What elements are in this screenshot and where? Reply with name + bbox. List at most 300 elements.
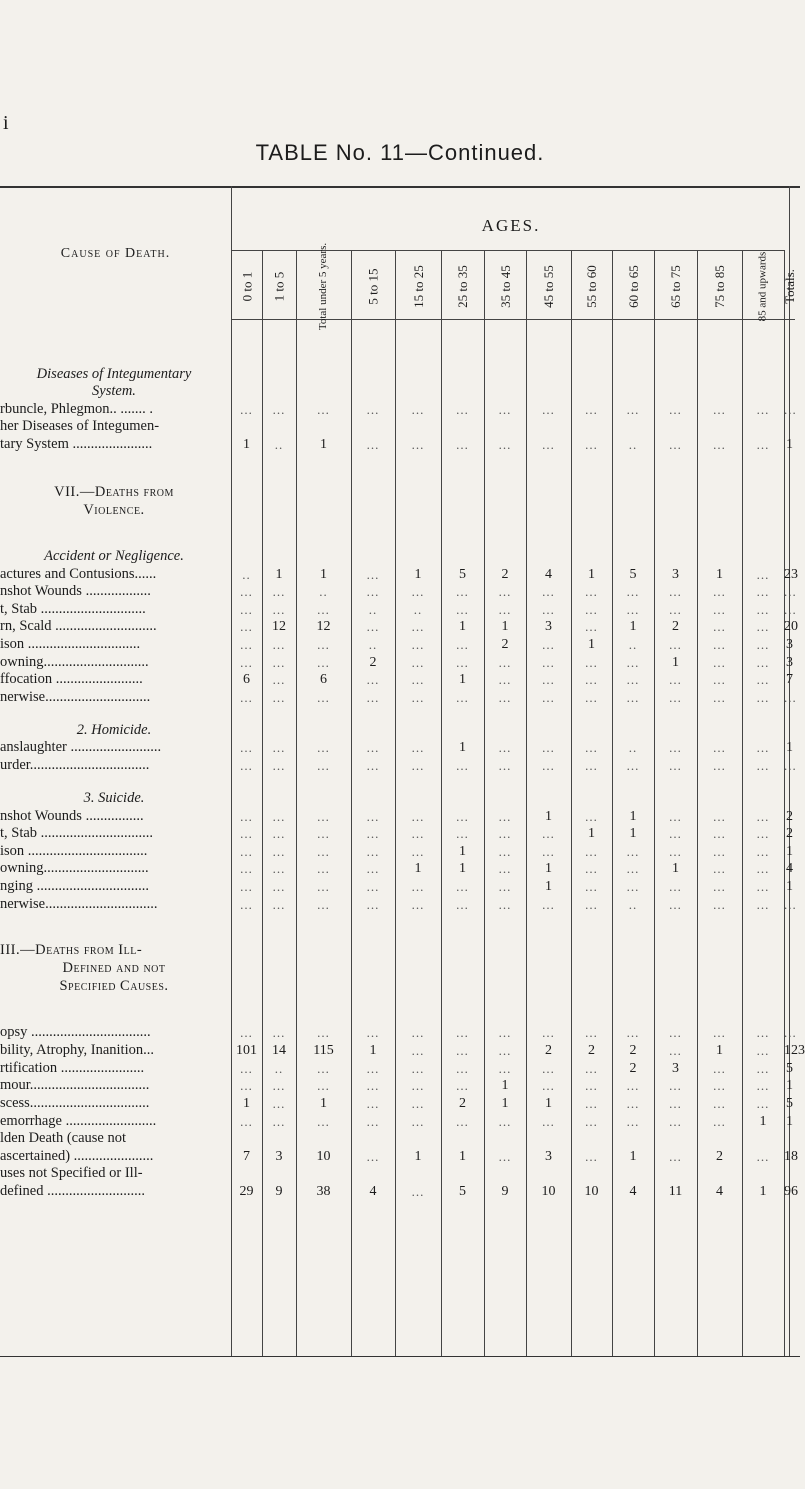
table-cell: 1 bbox=[414, 1149, 422, 1164]
table-cell: ... bbox=[272, 402, 286, 417]
table-cell: ... bbox=[240, 758, 253, 773]
column-header-label: 35 to 45 bbox=[497, 264, 513, 308]
table-cell: ... bbox=[366, 1114, 380, 1129]
table-cell: 1 bbox=[629, 619, 637, 634]
table-cell: ... bbox=[240, 1061, 253, 1076]
table-cell: 10 bbox=[541, 1184, 556, 1199]
table-cell: 1 bbox=[243, 1096, 250, 1111]
table-cell: .. bbox=[628, 637, 638, 652]
table-cell: ... bbox=[240, 619, 253, 634]
table-cell: 1 bbox=[459, 619, 466, 634]
table-cell: ... bbox=[411, 1078, 425, 1093]
table-cell: ... bbox=[585, 1149, 598, 1164]
cause-label: ascertained) ...................... bbox=[0, 1148, 154, 1164]
table-cell: ... bbox=[366, 897, 380, 912]
table-cell: 1 bbox=[716, 1043, 723, 1058]
table-cell: ... bbox=[366, 758, 380, 773]
table-cell: ... bbox=[542, 655, 555, 670]
table-cell: ... bbox=[542, 1025, 555, 1040]
cause-label: ison ............................... bbox=[0, 636, 141, 652]
column-header-label: 25 to 35 bbox=[455, 264, 470, 308]
table-cell: ... bbox=[669, 740, 682, 755]
table-cell: ... bbox=[542, 672, 555, 687]
table-cell: ... bbox=[411, 690, 425, 705]
table-cell: ... bbox=[240, 809, 253, 824]
table-cell: ... bbox=[240, 861, 253, 876]
table-cell: 7 bbox=[243, 1149, 250, 1164]
table-cell: ... bbox=[784, 402, 797, 417]
column-header bbox=[654, 256, 697, 316]
table-cell: ... bbox=[411, 655, 425, 670]
table-cell: ... bbox=[713, 758, 726, 773]
table-cell: ... bbox=[542, 637, 555, 652]
cause-label: owning............................. bbox=[0, 654, 149, 670]
table-cell: ... bbox=[542, 826, 555, 841]
table-cell: ... bbox=[498, 826, 512, 841]
table-title: TABLE No. 11—Continued. bbox=[255, 140, 545, 165]
table-cell: ... bbox=[411, 1043, 425, 1058]
table-cell: 4 bbox=[369, 1184, 377, 1199]
table-cell: 10 bbox=[584, 1184, 599, 1199]
table-cell: ... bbox=[240, 1078, 253, 1093]
table-cell: ... bbox=[756, 897, 770, 912]
table-cell: ... bbox=[317, 844, 330, 859]
table-cell: 1 bbox=[320, 1096, 327, 1111]
column-header bbox=[742, 251, 784, 321]
table-cell: 1 bbox=[545, 1096, 552, 1111]
table-cell: 6 bbox=[320, 672, 327, 687]
table-cell: 1 bbox=[672, 655, 679, 670]
table-cell: ... bbox=[272, 602, 286, 617]
table-cell: ... bbox=[272, 1114, 286, 1129]
table-cell: .. bbox=[368, 602, 378, 617]
table-cell: ... bbox=[456, 1043, 469, 1058]
table-cell: ... bbox=[542, 402, 555, 417]
table-cell: ... bbox=[498, 655, 512, 670]
section-heading: VII.—Deaths from bbox=[54, 484, 174, 500]
table-cell: ... bbox=[456, 1061, 469, 1076]
table-cell: 1 bbox=[501, 619, 509, 634]
table-cell: ... bbox=[669, 897, 682, 912]
table-cell: ... bbox=[272, 672, 286, 687]
table-cell: ... bbox=[366, 826, 380, 841]
table-cell: .. bbox=[628, 437, 638, 452]
table-cell: 2 bbox=[545, 1043, 552, 1058]
table-cell: 1 bbox=[786, 879, 793, 894]
cause-label: ison ................................. bbox=[0, 843, 148, 859]
table-cell: ... bbox=[317, 740, 330, 755]
table-cell: ... bbox=[756, 437, 770, 452]
table-cell: ... bbox=[669, 758, 682, 773]
column-header-label: 0 to 1 bbox=[239, 271, 254, 301]
cause-label: nshot Wounds ................ bbox=[0, 808, 144, 824]
table-cell: ... bbox=[240, 655, 253, 670]
table-cell: 2 bbox=[786, 809, 793, 824]
table-cell: ... bbox=[756, 1025, 770, 1040]
table-cell: ... bbox=[626, 758, 640, 773]
cause-label: rtification ....................... bbox=[0, 1060, 145, 1076]
table-cell: ... bbox=[669, 637, 682, 652]
table-bottom-rule bbox=[0, 1356, 800, 1357]
column-header bbox=[612, 256, 654, 316]
table-cell: 3 bbox=[672, 567, 679, 582]
table-cell: ... bbox=[272, 844, 286, 859]
table-cell: 1 bbox=[588, 826, 595, 841]
table-cell: ... bbox=[411, 1061, 425, 1076]
table-cell: ... bbox=[713, 1078, 726, 1093]
table-cell: ... bbox=[669, 402, 682, 417]
section-heading: 2. Homicide. bbox=[76, 722, 152, 738]
cause-label: opsy ................................. bbox=[0, 1024, 151, 1040]
table-cell: ... bbox=[669, 1078, 682, 1093]
table-cell: ... bbox=[498, 879, 512, 894]
cause-of-death-header: Cause of Death. bbox=[60, 246, 171, 261]
table-cell: ... bbox=[498, 861, 512, 876]
column-header bbox=[296, 242, 351, 330]
ages-underline bbox=[231, 250, 784, 251]
cause-label: nerwise............................. bbox=[0, 689, 151, 705]
table-cell: ... bbox=[669, 602, 682, 617]
table-cell: ... bbox=[317, 861, 330, 876]
table-cell: 4 bbox=[629, 1184, 637, 1199]
table-cell: ... bbox=[756, 809, 770, 824]
table-cell: ... bbox=[669, 844, 682, 859]
table-cell: ... bbox=[272, 1025, 286, 1040]
table-cell: ... bbox=[626, 1025, 640, 1040]
table-cell: ... bbox=[366, 1078, 380, 1093]
table-cell: ... bbox=[626, 1078, 640, 1093]
table-cell: ... bbox=[713, 1025, 726, 1040]
table-cell: .. bbox=[628, 897, 638, 912]
table-cell: 3 bbox=[786, 637, 793, 652]
table-cell: ... bbox=[542, 1078, 555, 1093]
section-heading: Diseases of Integumentary bbox=[36, 366, 192, 382]
table-cell: 5 bbox=[629, 567, 637, 582]
table-cell: 123 bbox=[784, 1043, 805, 1058]
section-heading: Defined and not bbox=[62, 960, 166, 976]
column-header-label: 15 to 25 bbox=[410, 264, 426, 308]
table-cell: 2 bbox=[588, 1043, 595, 1058]
table-cell: ... bbox=[669, 1096, 682, 1111]
table-cell: 10 bbox=[316, 1149, 331, 1164]
table-cell: ... bbox=[411, 672, 425, 687]
table-cell: ... bbox=[456, 655, 469, 670]
cause-label: tary System ...................... bbox=[0, 436, 153, 452]
table-cell: 96 bbox=[784, 1184, 798, 1199]
table-cell: 1 bbox=[716, 567, 723, 582]
table-cell: ... bbox=[626, 1114, 640, 1129]
table-cell: ... bbox=[272, 1078, 286, 1093]
table-cell: .. bbox=[413, 602, 423, 617]
table-cell: ... bbox=[240, 637, 253, 652]
table-cell: 3 bbox=[786, 655, 793, 670]
table-cell: ... bbox=[498, 1061, 512, 1076]
table-cell: ... bbox=[411, 619, 425, 634]
table-cell: ... bbox=[317, 1078, 330, 1093]
cause-label: defined ........................... bbox=[0, 1183, 145, 1199]
table-cell: ... bbox=[366, 437, 380, 452]
table-cell: ... bbox=[585, 602, 598, 617]
table-cell: 3 bbox=[545, 1149, 552, 1164]
table-cell: 1 bbox=[786, 437, 793, 452]
table-cell: ... bbox=[272, 1096, 286, 1111]
table-cell: ... bbox=[498, 740, 512, 755]
table-cell: ... bbox=[317, 1114, 330, 1129]
table-cell: ... bbox=[456, 879, 469, 894]
table-cell: ... bbox=[272, 861, 286, 876]
column-header bbox=[395, 256, 441, 316]
table-cell: ... bbox=[366, 809, 380, 824]
table-cell: ... bbox=[240, 844, 253, 859]
table-cell: ... bbox=[713, 826, 726, 841]
cause-label: mour................................. bbox=[0, 1077, 150, 1093]
table-cell: ... bbox=[784, 758, 797, 773]
table-cell: ... bbox=[542, 437, 555, 452]
table-cell: ... bbox=[585, 844, 598, 859]
table-cell: ... bbox=[626, 879, 640, 894]
table-cell: 115 bbox=[313, 1043, 334, 1058]
section-heading: System. bbox=[92, 383, 136, 399]
table-cell: 1 bbox=[459, 861, 466, 876]
table-cell: ... bbox=[756, 402, 770, 417]
table-cell: 20 bbox=[784, 619, 798, 634]
table-cell: 4 bbox=[545, 567, 552, 582]
table-cell: ... bbox=[626, 844, 640, 859]
table-cell: ... bbox=[669, 879, 682, 894]
table-cell: ... bbox=[240, 826, 253, 841]
table-cell: ... bbox=[456, 690, 469, 705]
table-cell: ... bbox=[784, 584, 797, 599]
column-header-label: Totals. bbox=[782, 268, 797, 304]
table-cell: 1 bbox=[320, 437, 327, 452]
table-cell: 1 bbox=[786, 844, 793, 859]
table-cell: ... bbox=[456, 1114, 469, 1129]
cause-label: rbuncle, Phlegmon.. ....... . bbox=[0, 401, 154, 417]
table-cell: ... bbox=[585, 861, 598, 876]
cause-label: ffocation ........................ bbox=[0, 671, 143, 687]
cause-label: owning............................. bbox=[0, 860, 149, 876]
section-heading: her Diseases of Integumen- bbox=[0, 418, 160, 434]
table-cell: ... bbox=[411, 437, 425, 452]
table-cell: ... bbox=[713, 619, 726, 634]
table-cell: ... bbox=[366, 1149, 380, 1164]
table-cell: ... bbox=[240, 1025, 253, 1040]
table-cell: 1 bbox=[501, 1096, 509, 1111]
cause-label: rn, Scald ............................ bbox=[0, 618, 157, 634]
table-cell: ... bbox=[498, 758, 512, 773]
table-cell: ... bbox=[542, 1114, 555, 1129]
table-cell: 2 bbox=[459, 1096, 466, 1111]
table-cell: 9 bbox=[501, 1184, 509, 1199]
table-cell: ... bbox=[756, 584, 770, 599]
table-cell: ... bbox=[542, 690, 555, 705]
table-cell: ... bbox=[626, 690, 640, 705]
table-cell: .. bbox=[274, 437, 284, 452]
table-cell: 2 bbox=[501, 567, 509, 582]
table-cell: ... bbox=[456, 1078, 469, 1093]
table-cell: 1 bbox=[629, 1149, 637, 1164]
table-cell: ... bbox=[411, 1184, 425, 1199]
table-cell: ... bbox=[498, 844, 512, 859]
table-cell: ... bbox=[240, 897, 253, 912]
table-cell: ... bbox=[498, 1114, 512, 1129]
table-cell: ... bbox=[542, 844, 555, 859]
table-cell: ... bbox=[585, 672, 598, 687]
table-cell: ... bbox=[411, 826, 425, 841]
table-cell: 1 bbox=[588, 637, 595, 652]
table-cell: ... bbox=[713, 740, 726, 755]
table-cell: ... bbox=[713, 672, 726, 687]
table-cell: ... bbox=[585, 690, 598, 705]
table-cell: ... bbox=[669, 1025, 682, 1040]
table-cell: ... bbox=[585, 897, 598, 912]
table-cell: 29 bbox=[239, 1184, 254, 1199]
table-cell: 1 bbox=[629, 826, 637, 841]
table-cell: ... bbox=[366, 690, 380, 705]
table-cell: 2 bbox=[629, 1061, 637, 1076]
table-cell: ... bbox=[240, 1114, 253, 1129]
table-cell: .. bbox=[368, 637, 378, 652]
table-cell: 2 bbox=[786, 826, 793, 841]
table-cell: ... bbox=[272, 879, 286, 894]
table-cell: 1 bbox=[414, 861, 422, 876]
table-cell: ... bbox=[542, 897, 555, 912]
table-cell: ... bbox=[317, 1061, 330, 1076]
table-cell: ... bbox=[585, 1078, 598, 1093]
cause-label: emorrhage ......................... bbox=[0, 1113, 157, 1129]
column-header-label: 85 and upwards bbox=[756, 251, 769, 321]
table-cell: 1 bbox=[629, 809, 637, 824]
table-cell: ... bbox=[713, 437, 726, 452]
table-cell: ... bbox=[756, 861, 770, 876]
cause-label: nging ............................... bbox=[0, 878, 150, 894]
table-cell: ... bbox=[756, 1078, 770, 1093]
table-cell: ... bbox=[669, 1149, 682, 1164]
table-cell: ... bbox=[669, 826, 682, 841]
table-cell: 1 bbox=[545, 879, 552, 894]
table-cell: ... bbox=[669, 690, 682, 705]
table-cell: ... bbox=[713, 602, 726, 617]
column-header bbox=[351, 256, 395, 316]
cause-label: urder................................. bbox=[0, 757, 150, 773]
table-cell: ... bbox=[317, 655, 330, 670]
table-cell: ... bbox=[456, 602, 469, 617]
table-cell: ... bbox=[366, 879, 380, 894]
column-header-label: 65 to 75 bbox=[668, 264, 683, 308]
table-cell: 6 bbox=[243, 672, 250, 687]
table-cell: 1 bbox=[459, 844, 466, 859]
table-cell: ... bbox=[756, 655, 770, 670]
table-cell: ... bbox=[240, 402, 253, 417]
table-cell: 5 bbox=[786, 1061, 793, 1076]
column-header bbox=[697, 256, 742, 316]
table-cell: ... bbox=[456, 758, 469, 773]
table-cell: ... bbox=[272, 690, 286, 705]
table-cell: ... bbox=[456, 809, 469, 824]
table-cell: ... bbox=[366, 402, 380, 417]
table-cell: ... bbox=[317, 602, 330, 617]
table-cell: 3 bbox=[545, 619, 552, 634]
cause-label: t, Stab ............................... bbox=[0, 825, 154, 841]
table-cell: 1 bbox=[545, 809, 552, 824]
table-cell: ... bbox=[585, 758, 598, 773]
table-cell: 11 bbox=[668, 1184, 683, 1199]
table-cell: 7 bbox=[786, 672, 793, 687]
column-header bbox=[526, 256, 571, 316]
table-cell: 2 bbox=[501, 637, 509, 652]
table-cell: ... bbox=[317, 758, 330, 773]
table-cell: ... bbox=[756, 844, 770, 859]
table-cell: 12 bbox=[272, 619, 286, 634]
table-cell: 1 bbox=[588, 567, 595, 582]
table-cell: 3 bbox=[672, 1061, 679, 1076]
table-cell: 1 bbox=[243, 437, 250, 452]
table-cell: 2 bbox=[716, 1149, 723, 1164]
table-cell: ... bbox=[585, 1061, 598, 1076]
table-cell: 5 bbox=[459, 567, 466, 582]
table-cell: 14 bbox=[272, 1043, 286, 1058]
table-cell: ... bbox=[713, 844, 726, 859]
table-cell: ... bbox=[542, 758, 555, 773]
table-cell: 3 bbox=[275, 1149, 283, 1164]
table-cell: ... bbox=[756, 1061, 770, 1076]
column-header bbox=[441, 256, 484, 316]
table-cell: ... bbox=[585, 879, 598, 894]
cause-label: scess................................. bbox=[0, 1095, 150, 1111]
table-cell: 1 bbox=[369, 1043, 377, 1058]
table-cell: ... bbox=[713, 637, 726, 652]
table-cell: ... bbox=[456, 826, 469, 841]
table-cell: ... bbox=[626, 402, 640, 417]
section-heading: lden Death (cause not bbox=[0, 1130, 127, 1146]
table-cell: .. bbox=[242, 567, 251, 582]
table-cell: ... bbox=[713, 402, 726, 417]
table-cell: ... bbox=[411, 1114, 425, 1129]
cause-label: bility, Atrophy, Inanition... bbox=[0, 1042, 154, 1058]
table-cell: ... bbox=[784, 690, 797, 705]
table-cell: ... bbox=[366, 672, 380, 687]
section-heading: uses not Specified or Ill- bbox=[0, 1165, 143, 1181]
table-cell: ... bbox=[411, 879, 425, 894]
table-cell: ... bbox=[498, 690, 512, 705]
table-cell: ... bbox=[317, 897, 330, 912]
table-cell: 38 bbox=[316, 1184, 331, 1199]
table-cell: ... bbox=[317, 1025, 330, 1040]
table-cell: ... bbox=[411, 897, 425, 912]
table-cell: ... bbox=[669, 584, 682, 599]
table-cell: ... bbox=[713, 1061, 726, 1076]
table-cell: ... bbox=[498, 402, 512, 417]
cause-label: anslaughter ......................... bbox=[0, 739, 162, 755]
table-cell: ... bbox=[585, 1114, 598, 1129]
section-heading: 3. Suicide. bbox=[83, 790, 145, 806]
table-cell: ... bbox=[498, 897, 512, 912]
table-cell: ... bbox=[626, 584, 640, 599]
table-cell: ... bbox=[366, 619, 380, 634]
table-cell: 1 bbox=[320, 567, 327, 582]
table-cell: 2 bbox=[369, 655, 377, 670]
table-cell: ... bbox=[456, 584, 469, 599]
table-cell: ... bbox=[713, 655, 726, 670]
table-cell: ... bbox=[756, 758, 770, 773]
table-cell: 4 bbox=[716, 1184, 723, 1199]
table-cell: ... bbox=[713, 690, 726, 705]
section-heading: III.—Deaths from Ill- bbox=[0, 942, 143, 958]
column-header bbox=[484, 256, 526, 316]
column-header bbox=[784, 256, 795, 316]
table-cell: 4 bbox=[786, 861, 793, 876]
table-cell: ... bbox=[317, 402, 330, 417]
